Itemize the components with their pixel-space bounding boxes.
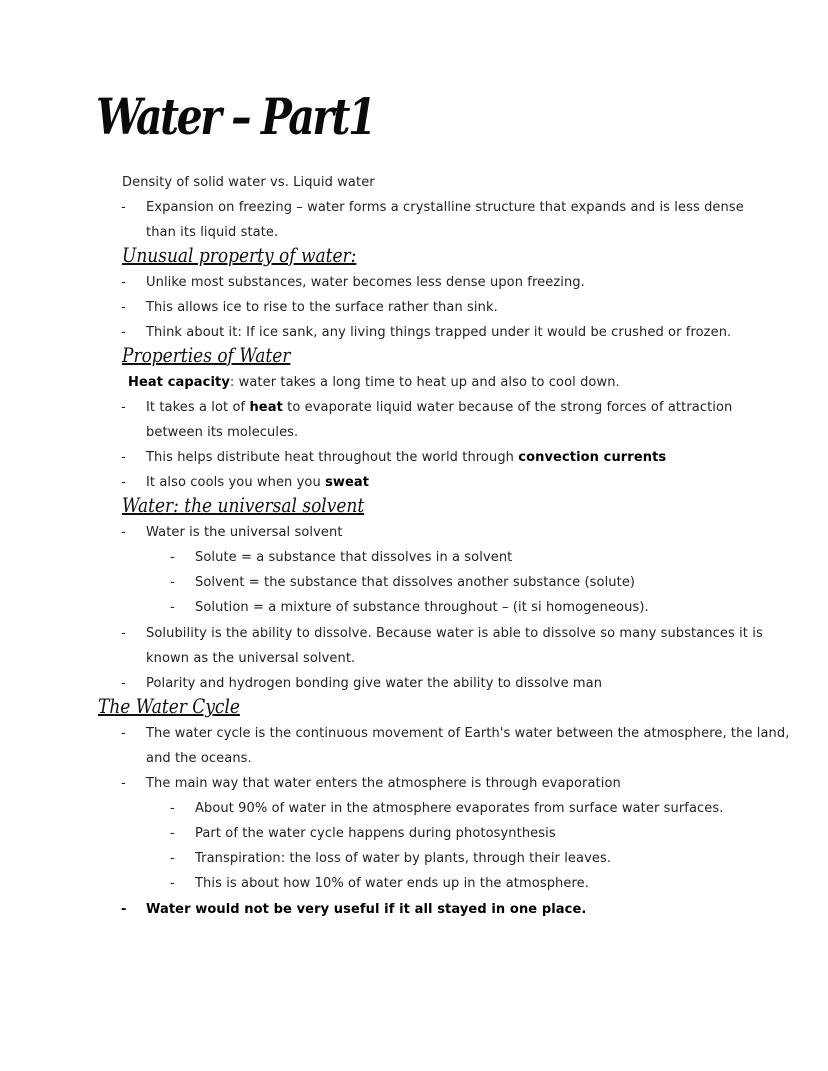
list-item: - This helps distribute heat throughout the world through convection currents xyxy=(121,450,667,465)
sub-list-item: - Part of the water cycle happens during photosynthesis xyxy=(170,826,556,841)
list-item: - Solubility is the ability to dissolve. Because water is able to dissolve so many substances it is xyxy=(121,626,763,641)
list-item: - Water is the universal solvent xyxy=(121,525,343,540)
list-item-continuation: known as the universal solvent. xyxy=(146,651,356,666)
list-item: - Polarity and hydrogen bonding give water the ability to dissolve man xyxy=(121,676,603,691)
list-item: - The main way that water enters the atmosphere is through evaporation xyxy=(121,776,621,791)
term-heat-capacity: Heat capacity xyxy=(128,375,230,390)
list-item-continuation: than its liquid state. xyxy=(146,225,279,240)
sub-list-item: - Transpiration: the loss of water by plants, through their leaves. xyxy=(170,851,612,866)
list-item-continuation: and the oceans. xyxy=(146,751,252,766)
list-item: - It takes a lot of heat to evaporate liquid water because of the strong forces of attraction xyxy=(121,400,733,415)
list-item: - Think about it: If ice sank, any living things trapped under it would be crushed or frozen. xyxy=(121,325,732,340)
heat-capacity-line: Heat capacity: water takes a long time to heat up and also to cool down. xyxy=(128,375,620,390)
sub-list-item: - This is about how 10% of water ends up in the atmosphere. xyxy=(170,876,589,891)
section-heading-properties-of-water: Properties of Water xyxy=(122,343,291,367)
sub-list-item: - Solvent = the substance that dissolves another substance (solute) xyxy=(170,575,636,590)
list-item-continuation: between its molecules. xyxy=(146,425,299,440)
section-heading-unusual-property: Unusual property of water: xyxy=(122,243,357,267)
section-heading-universal-solvent: Water: the universal solvent xyxy=(122,493,365,517)
list-item-bold: - Water would not be very useful if it all stayed in one place. xyxy=(121,902,587,917)
list-item: - It also cools you when you sweat xyxy=(121,475,370,490)
section-heading-water-cycle: The Water Cycle xyxy=(98,694,240,718)
bullet-dash: - xyxy=(121,200,126,215)
intro-text: Density of solid water vs. Liquid water xyxy=(122,175,375,190)
list-item: - This allows ice to rise to the surface rather than sink. xyxy=(121,300,498,315)
sub-list-item: - Solute = a substance that dissolves in a solvent xyxy=(170,550,513,565)
list-item: - Expansion on freezing – water forms a crystalline structure that expands and is less dense xyxy=(121,200,744,215)
page-title: Water – Part1 xyxy=(96,87,375,146)
list-item: - The water cycle is the continuous movement of Earth's water between the atmosphere, the land, xyxy=(121,726,790,741)
sub-list-item: - About 90% of water in the atmosphere evaporates from surface water surfaces. xyxy=(170,801,724,816)
list-item: - Unlike most substances, water becomes less dense upon freezing. xyxy=(121,275,585,290)
sub-list-item: - Solution = a mixture of substance throughout – (it si homogeneous). xyxy=(170,600,649,615)
